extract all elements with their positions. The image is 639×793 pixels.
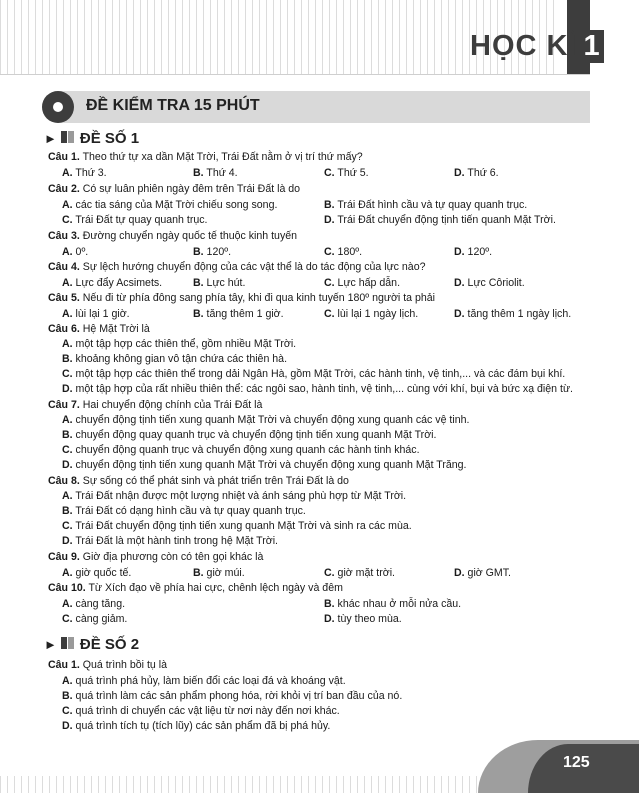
option: B. giờ múi. bbox=[193, 567, 245, 579]
section-banner bbox=[42, 91, 590, 123]
option: C. chuyển động quanh trục và chuyển động xung quanh các hành tinh khác. bbox=[62, 444, 420, 456]
option: C. quá trình di chuyển các vật liệu từ nơi này đến nơi khác. bbox=[62, 705, 340, 717]
option: D. quá trình tích tụ (tích lũy) các sản phẩm đã bị phá hủy. bbox=[62, 720, 331, 732]
bar-icon bbox=[61, 131, 67, 143]
bar-icon-light bbox=[68, 131, 74, 143]
option: C. giờ mặt trời. bbox=[324, 567, 396, 579]
page-number: 125 bbox=[563, 754, 590, 771]
option: B. Trái Đất hình cầu và tự quay quanh trục. bbox=[324, 199, 528, 211]
bar-icon-light bbox=[68, 637, 74, 649]
option: A. Trái Đất nhận được một lượng nhiệt và ánh sáng phù hợp từ Mặt Trời. bbox=[62, 490, 407, 502]
bar-icon bbox=[61, 637, 67, 649]
option: C. lùi lại 1 ngày lịch. bbox=[324, 308, 419, 320]
option: B. chuyển động quay quanh trục và chuyển động tịnh tiến xung quanh Mặt Trời. bbox=[62, 429, 437, 441]
question: Câu 2. Có sự luân phiên ngày đêm trên Trái Đất là do bbox=[48, 183, 301, 195]
question: Câu 4. Sự lệch hướng chuyển động của các vật thể là do tác động của lực nào? bbox=[48, 261, 426, 273]
question: Câu 3. Đường chuyển ngày quốc tế thuộc kinh tuyến bbox=[48, 230, 298, 242]
option: A. chuyển động tịnh tiến xung quanh Mặt Trời và chuyển động xung quanh các vệ tinh. bbox=[62, 414, 470, 426]
option: B. Lực hút. bbox=[193, 277, 246, 289]
question: Câu 7. Hai chuyển động chính của Trái Đất là bbox=[48, 399, 263, 411]
question: Câu 5. Nếu đi từ phía đông sang phía tây, khi đi qua kinh tuyến 180º người ta phải bbox=[48, 292, 436, 304]
play-icon: ► bbox=[44, 131, 57, 146]
question: Câu 10. Từ Xích đạo về phía hai cực, chênh lệch ngày và đêm bbox=[48, 582, 343, 594]
option: C. Trái Đất tự quay quanh trục. bbox=[62, 214, 208, 226]
option: A. càng tăng. bbox=[62, 598, 126, 610]
play-icon: ► bbox=[44, 637, 57, 652]
exam-2-title: ĐỀ SỐ 2 bbox=[79, 636, 140, 653]
option: B. Thứ 4. bbox=[193, 167, 238, 179]
option: D. chuyển động tịnh tiến xung quanh Mặt Trời và chuyển động xung quanh Mặt Trăng. bbox=[62, 459, 467, 471]
option: D. tăng thêm 1 ngày lịch. bbox=[454, 308, 572, 320]
option: B. khoảng không gian vô tận chứa các thiên hà. bbox=[62, 353, 288, 365]
option: A. các tia sáng của Mặt Trời chiếu song song. bbox=[62, 199, 278, 211]
question: Câu 8. Sự sống có thể phát sinh và phát triển trên Trái Đất là do bbox=[48, 475, 349, 487]
option: D. 120º. bbox=[454, 246, 493, 258]
option: D. giờ GMT. bbox=[454, 567, 511, 579]
option: B. quá trình làm các sản phẩm phong hóa, rời khỏi vị trí ban đầu của nó. bbox=[62, 690, 403, 702]
semester-title bbox=[470, 30, 604, 63]
option: D. Lực Côriolit. bbox=[454, 277, 525, 289]
bullet-icon bbox=[42, 91, 74, 123]
option: A. giờ quốc tế. bbox=[62, 567, 132, 579]
option: A. Thứ 3. bbox=[62, 167, 107, 179]
header-divider bbox=[0, 74, 590, 75]
option: A. quá trình phá hủy, làm biến đổi các loại đá và khoáng vật. bbox=[62, 675, 346, 687]
option: A. Lực đẩy Acsimets. bbox=[62, 277, 163, 289]
option: B. 120º. bbox=[193, 246, 232, 258]
option: C. càng giảm. bbox=[62, 613, 128, 625]
option: D. Thứ 6. bbox=[454, 167, 499, 179]
option: A. 0º. bbox=[62, 246, 89, 258]
option: C. Thứ 5. bbox=[324, 167, 369, 179]
option: D. Trái Đất chuyển động tịnh tiến quanh Mặt Trời. bbox=[324, 214, 556, 226]
option: B. tăng thêm 1 giờ. bbox=[193, 308, 284, 320]
semester-number: 1 bbox=[581, 30, 604, 63]
option: D. một tập hợp của rất nhiều thiên thể: các ngôi sao, hành tinh, vệ tinh,... cùng với khí, bụi và bức xạ điện từ. bbox=[62, 383, 573, 395]
option: B. Trái Đất có dạng hình cầu và tự quay quanh trục. bbox=[62, 505, 306, 517]
question: Câu 1. Quá trình bồi tụ là bbox=[48, 659, 167, 671]
question: Câu 9. Giờ địa phương còn có tên gọi khác là bbox=[48, 551, 264, 563]
option: C. một tập hợp các thiên thể trong dải Ngân Hà, gồm Mặt Trời, các hành tinh, vệ tinh,... và các đám bụi khí. bbox=[62, 368, 566, 380]
option: D. Trái Đất là một hành tinh trong hệ Mặt Trời. bbox=[62, 535, 278, 547]
option: C. 180º. bbox=[324, 246, 363, 258]
exam-2-heading bbox=[44, 636, 139, 653]
banner-title: ĐỀ KIỂM TRA 15 PHÚT bbox=[86, 97, 260, 114]
question: Câu 1. Theo thứ tự xa dần Mặt Trời, Trái Đất nằm ở vị trí thứ mấy? bbox=[48, 151, 363, 163]
option: D. tùy theo mùa. bbox=[324, 613, 402, 625]
semester-title-text: HỌC KÌ bbox=[470, 30, 578, 62]
option: B. khác nhau ở mỗi nửa cầu. bbox=[324, 598, 462, 610]
question: Câu 6. Hệ Mặt Trời là bbox=[48, 323, 150, 335]
exam-1-heading bbox=[44, 130, 139, 147]
option: A. lùi lại 1 giờ. bbox=[62, 308, 130, 320]
option: C. Lực hấp dẫn. bbox=[324, 277, 401, 289]
option: A. một tập hợp các thiên thể, gồm nhiều Mặt Trời. bbox=[62, 338, 297, 350]
option: C. Trái Đất chuyển động tịnh tiến xung quanh Mặt Trời và sinh ra các mùa. bbox=[62, 520, 412, 532]
exam-1-title: ĐỀ SỐ 1 bbox=[79, 130, 140, 147]
